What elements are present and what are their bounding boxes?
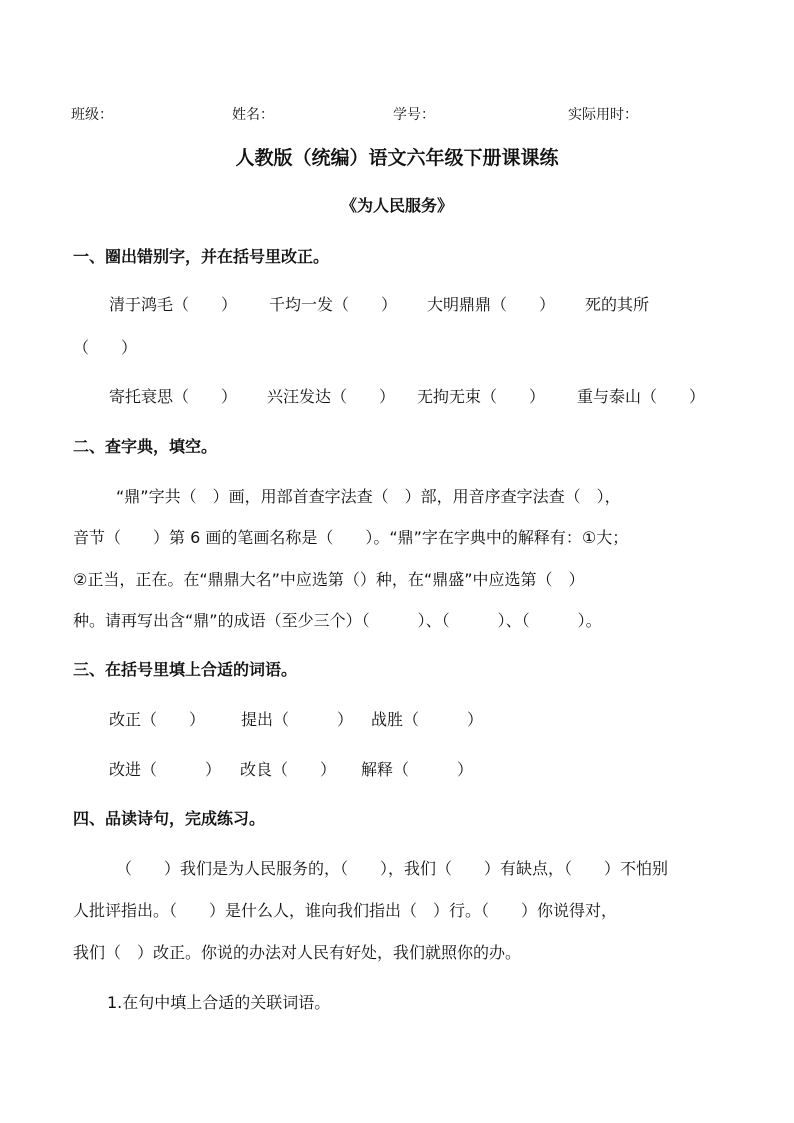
passage-line: 我们（ ）改正。你说的办法对人民有好处，我们就照你的办。	[73, 943, 522, 962]
passage-line: 人批评指出。（ ）是什么人，谁向我们指出（ ）行。（ ）你说得对，	[73, 901, 618, 920]
word-item: 兴汪发达（ ）	[267, 387, 396, 406]
word-item: 解释（ ）	[361, 760, 474, 779]
word-item: 无拘无束（ ）	[417, 387, 546, 406]
name-label: 姓名：	[232, 107, 274, 123]
page-title: 人教版（统编）语文六年级下册课课练	[235, 147, 559, 169]
word-item: 大明鼎鼎（ ）	[427, 295, 556, 314]
word-item: 清于鸿毛（ ）	[109, 295, 238, 314]
paragraph-line: “鼎”字共（ ）画，用部首查字法查（ ）部，用音序查字法查（ ），	[116, 487, 621, 506]
word-item: 战胜（ ）	[371, 710, 484, 729]
word-item: 千均一发（ ）	[269, 295, 398, 314]
paragraph-line: 种。请再写出含“鼎”的成语（至少三个）（ ）、（ ）、（ ）。	[73, 611, 602, 630]
class-label: 班级：	[71, 107, 113, 123]
paragraph-line: ②正当，正在。在“鼎鼎大名”中应选第（）种，在“鼎盛”中应选第（ ）	[73, 570, 585, 589]
lesson-title: 《为人民服务》	[340, 196, 453, 215]
word-item-continuation: （ ）	[73, 338, 138, 357]
section-1-heading: 一、圈出错别字，并在括号里改正。	[73, 247, 330, 266]
actual-time-label: 实际用时：	[568, 107, 638, 123]
word-item: 重与泰山（ ）	[577, 387, 706, 406]
word-item: 改正（ ）	[109, 710, 206, 729]
question-1: 1.在句中填上合适的关联词语。	[107, 993, 331, 1012]
student-id-label: 学号：	[393, 107, 435, 123]
word-item: 改进（ ）	[109, 760, 222, 779]
word-item: 寄托衰思（ ）	[109, 387, 238, 406]
word-item: 改良（ ）	[240, 760, 337, 779]
word-item: 提出（ ）	[241, 710, 354, 729]
passage-line: （ ）我们是为人民服务的，（ ），我们（ ）有缺点，（ ）不怕别	[116, 859, 669, 878]
section-3-heading: 三、在括号里填上合适的词语。	[73, 660, 298, 679]
word-item: 死的其所	[585, 295, 650, 314]
paragraph-line: 音节（ ）第 6 画的笔画名称是（ ）。“鼎”字在字典中的解释有：①大；	[73, 528, 629, 547]
section-4-heading: 四、品读诗句，完成练习。	[73, 809, 266, 828]
section-2-heading: 二、查字典，填空。	[73, 437, 218, 456]
